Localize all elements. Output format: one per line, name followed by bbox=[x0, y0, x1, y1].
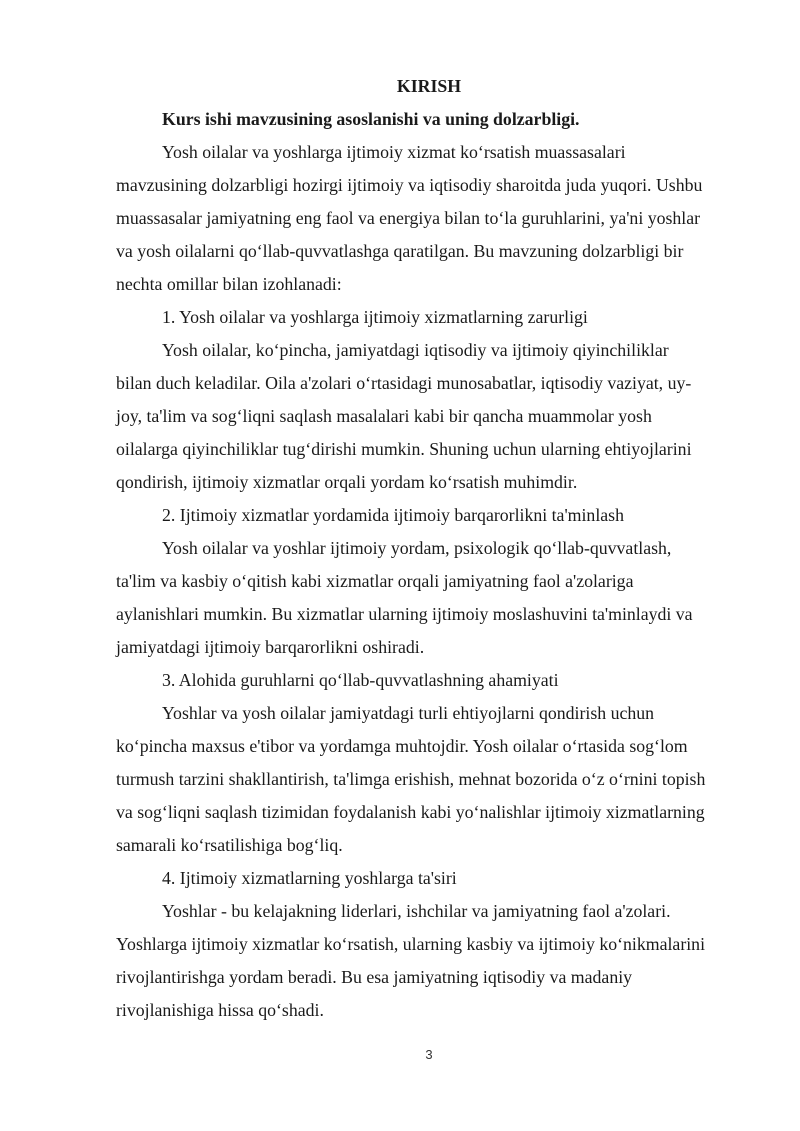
page-number: 3 bbox=[425, 1047, 433, 1062]
paragraph-line: jamiyatdagi ijtimoiy barqarorlikni oshiradi. bbox=[116, 637, 425, 657]
list-heading: 3. Alohida guruhlarni qo‘llab-quvvatlashning ahamiyati bbox=[162, 670, 559, 690]
paragraph-line: Yosh oilalar va yoshlarga ijtimoiy xizmat ko‘rsatish muassasalari bbox=[162, 142, 626, 162]
list-heading: 1. Yosh oilalar va yoshlarga ijtimoiy xizmatlarning zarurligi bbox=[162, 307, 588, 327]
paragraph-line: ko‘pincha maxsus e'tibor va yordamga muhtojdir. Yosh oilalar o‘rtasida sog‘lom bbox=[116, 736, 688, 756]
paragraph-line: ta'lim va kasbiy o‘qitish kabi xizmatlar orqali jamiyatning faol a'zolariga bbox=[116, 571, 634, 591]
paragraph-line: muassasalar jamiyatning eng faol va energiya bilan to‘la guruhlarini, ya'ni yoshlar bbox=[116, 208, 701, 228]
paragraph-line: va yosh oilalarni qo‘llab-quvvatlashga qaratilgan. Bu mavzuning dolzarbligi bir bbox=[116, 241, 684, 261]
paragraph-line: aylanishlari mumkin. Bu xizmatlar ularning ijtimoiy moslashuvini ta'minlaydi va bbox=[116, 604, 693, 624]
paragraph-line: Yoshlar va yosh oilalar jamiyatdagi turli ehtiyojlarni qondirish uchun bbox=[162, 703, 655, 723]
paragraph-line: Yoshlarga ijtimoiy xizmatlar ko‘rsatish, ularning kasbiy va ijtimoiy ko‘nikmalarini bbox=[116, 934, 706, 954]
list-heading: 2. Ijtimoiy xizmatlar yordamida ijtimoiy barqarorlikni ta'minlash bbox=[162, 505, 624, 525]
paragraph-line: rivojlanishiga hissa qo‘shadi. bbox=[116, 1000, 324, 1020]
section-subtitle: Kurs ishi mavzusining asoslanishi va uning dolzarbligi. bbox=[162, 109, 580, 129]
paragraph-line: oilalarga qiyinchiliklar tug‘dirishi mumkin. Shuning uchun ularning ehtiyojlarini bbox=[116, 439, 692, 459]
paragraph-line: Yosh oilalar va yoshlar ijtimoiy yordam, psixologik qo‘llab-quvvatlash, bbox=[162, 538, 672, 558]
list-heading: 4. Ijtimoiy xizmatlarning yoshlarga ta'siri bbox=[162, 868, 457, 888]
paragraph-line: mavzusining dolzarbligi hozirgi ijtimoiy va iqtisodiy sharoitda juda yuqori. Ushbu bbox=[116, 175, 703, 195]
paragraph-line: joy, ta'lim va sog‘liqni saqlash masalalari kabi bir qancha muammolar yosh bbox=[116, 406, 652, 426]
paragraph-line: Yoshlar - bu kelajakning liderlari, ishchilar va jamiyatning faol a'zolari. bbox=[162, 901, 671, 921]
paragraph-line: va sog‘liqni saqlash tizimidan foydalanish kabi yo‘nalishlar ijtimoiy xizmatlarning bbox=[116, 802, 705, 822]
paragraph-line: nechta omillar bilan izohlanadi: bbox=[116, 274, 342, 294]
paragraph-line: samarali ko‘rsatilishiga bog‘liq. bbox=[116, 835, 343, 855]
paragraph-line: turmush tarzini shakllantirish, ta'limga erishish, mehnat bozorida o‘z o‘rnini topish bbox=[116, 769, 706, 789]
paragraph-line: bilan duch keladilar. Oila a'zolari o‘rtasidagi munosabatlar, iqtisodiy vaziyat, uy- bbox=[116, 373, 692, 393]
paragraph-line: qondirish, ijtimoiy xizmatlar orqali yordam ko‘rsatish muhimdir. bbox=[116, 472, 578, 492]
paragraph-line: rivojlantirishga yordam beradi. Bu esa jamiyatning iqtisodiy va madaniy bbox=[116, 967, 633, 987]
page-title: KIRISH bbox=[396, 76, 462, 96]
paragraph-line: Yosh oilalar, ko‘pincha, jamiyatdagi iqtisodiy va ijtimoiy qiyinchiliklar bbox=[162, 340, 669, 360]
